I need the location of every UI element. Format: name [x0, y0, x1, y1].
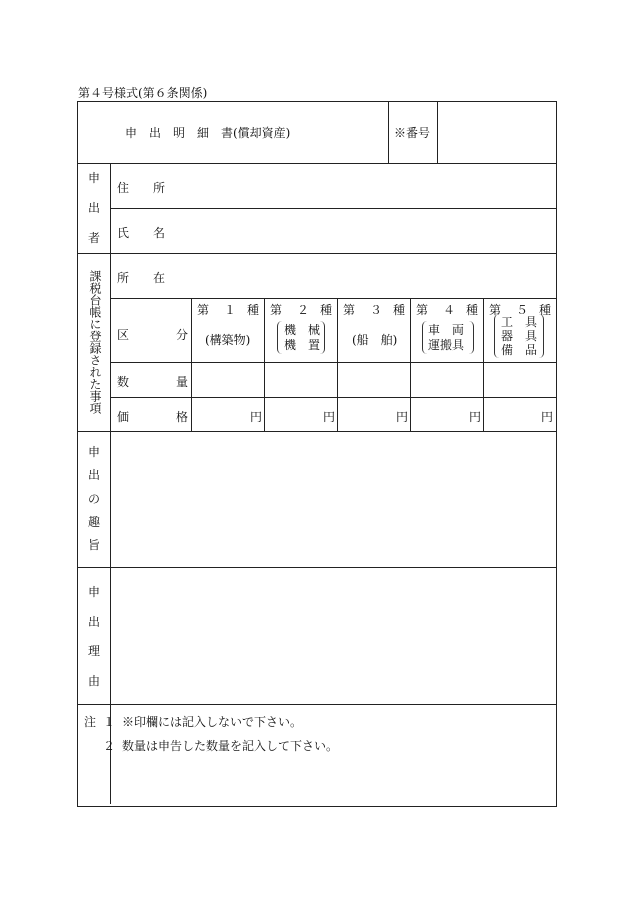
type-header-char: １ — [224, 303, 237, 317]
type-header-char: 種 — [539, 303, 552, 317]
quantity-field-type-2[interactable] — [265, 363, 337, 396]
reason-side-char: 由 — [87, 673, 100, 688]
address-label: 住 所 — [117, 181, 166, 195]
price-field-type-2[interactable] — [265, 398, 321, 430]
location-field[interactable] — [180, 255, 554, 297]
form-title: 申 出 明 細 書(償却資産) — [125, 126, 291, 140]
type-header-char: ４ — [443, 303, 456, 317]
address-field[interactable] — [180, 165, 554, 207]
divider — [77, 567, 556, 568]
type-desc-line: 運搬具 — [428, 338, 465, 352]
price-unit-type-2: 円 — [323, 410, 336, 424]
purpose-side-char: 旨 — [87, 538, 100, 552]
price-unit-type-5: 円 — [541, 410, 554, 424]
price-unit-type-1: 円 — [250, 410, 263, 424]
purpose-side-char: 出 — [87, 468, 100, 483]
type-header-char: 第 — [343, 303, 356, 317]
note-2-number: ２ — [103, 739, 116, 753]
type-3-desc: (船 舶) — [352, 333, 398, 347]
type-desc-line: 備 品 — [501, 343, 538, 357]
type-header-char: 種 — [320, 303, 333, 317]
type-desc-line: 機 置 — [284, 338, 321, 352]
type-header-char: 種 — [466, 303, 479, 317]
price-unit-type-4: 円 — [469, 410, 482, 424]
quantity-label-left: 数 — [117, 375, 130, 389]
type-desc-line: 器 具 — [501, 329, 538, 343]
price-field-type-3[interactable] — [338, 398, 394, 430]
type-desc-line: 工 具 — [501, 315, 538, 329]
type-desc-line: 車 両 — [428, 323, 465, 337]
type-header-char: ２ — [297, 303, 310, 317]
reference-number-label: ※番号 — [394, 126, 431, 140]
price-field-type-1[interactable] — [192, 398, 248, 430]
reason-side-char: 理 — [87, 644, 100, 659]
type-header-char: 第 — [197, 303, 210, 317]
divider — [388, 101, 389, 163]
price-field-type-5[interactable] — [484, 398, 538, 430]
purpose-side-char: 趣 — [87, 514, 100, 529]
form-number-label: 第４号様式(第６条関係) — [78, 86, 208, 100]
type-desc-line: 機 械 — [284, 323, 321, 337]
type-4-desc — [428, 323, 464, 353]
quantity-field-type-3[interactable] — [338, 363, 410, 396]
type-header-char: 種 — [247, 303, 260, 317]
divider — [110, 298, 556, 299]
reason-side-label — [84, 586, 104, 687]
price-label-left: 価 — [117, 410, 130, 424]
type-header-char: ３ — [370, 303, 383, 317]
quantity-field-type-1[interactable] — [192, 363, 264, 396]
divider — [77, 163, 556, 164]
applicant-side-label — [84, 172, 104, 244]
location-label: 所 在 — [117, 271, 166, 285]
type-header-char: ５ — [516, 303, 529, 317]
note-2-text: 数量は申告した数量を記入して下さい。 — [122, 739, 339, 753]
type-1-desc: (構築物) — [205, 333, 251, 347]
type-header-char: 第 — [416, 303, 429, 317]
category-label-right: 分 — [176, 328, 189, 342]
quantity-label-right: 量 — [176, 375, 189, 389]
divider — [77, 253, 556, 254]
price-unit-type-3: 円 — [396, 410, 409, 424]
quantity-field-type-4[interactable] — [411, 363, 483, 396]
purpose-field[interactable] — [112, 433, 554, 566]
divider — [77, 431, 556, 432]
reason-field[interactable] — [112, 569, 554, 702]
type-header-char: 種 — [393, 303, 406, 317]
reference-number-field[interactable] — [438, 102, 554, 162]
reason-side-char: 申 — [87, 585, 100, 599]
note-1-text: ※印欄には記入しないで下さい。 — [122, 715, 303, 729]
divider — [110, 163, 111, 804]
purpose-side-label — [84, 446, 104, 551]
type-header-char: 第 — [270, 303, 283, 317]
notes-heading: 注 — [84, 715, 97, 729]
purpose-side-char: 申 — [87, 445, 100, 459]
type-5-desc — [501, 315, 537, 357]
purpose-side-char: の — [87, 491, 100, 506]
name-field[interactable] — [180, 210, 554, 252]
quantity-field-type-5[interactable] — [484, 363, 554, 396]
divider — [77, 704, 556, 705]
price-label-right: 格 — [176, 410, 189, 424]
reason-side-char: 出 — [87, 614, 100, 629]
note-1-number: １ — [103, 715, 116, 729]
category-label-left: 区 — [117, 328, 130, 342]
price-field-type-4[interactable] — [411, 398, 467, 430]
applicant-side-char: 者 — [87, 231, 100, 245]
applicant-side-char: 申 — [87, 171, 100, 185]
type-header-char: 第 — [489, 303, 502, 317]
type-2-desc — [284, 323, 320, 353]
divider — [110, 208, 556, 209]
applicant-side-char: 出 — [87, 201, 100, 215]
name-label: 氏 名 — [117, 226, 166, 240]
ledger-side-label: 課税台帳に登録された事項 — [88, 270, 102, 414]
